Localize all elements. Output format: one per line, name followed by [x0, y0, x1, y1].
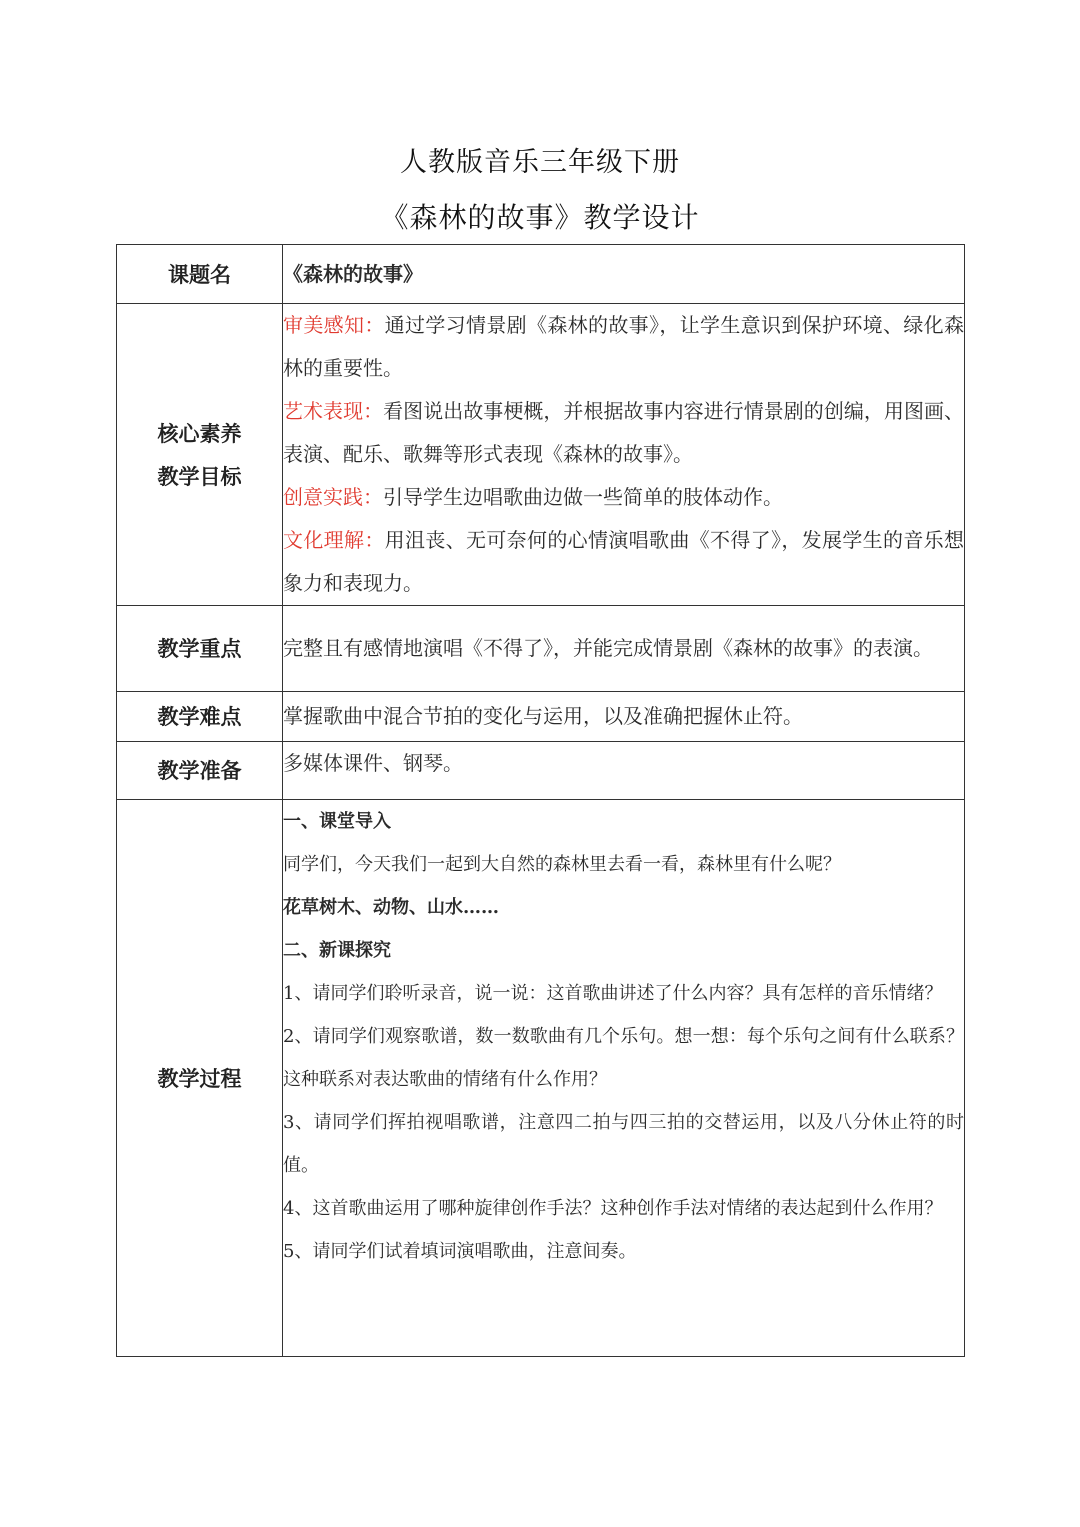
process-step: 2、请同学们观察歌谱，数一数歌曲有几个乐句。想一想：每个乐句之间有什么联系？这种联系对表达歌曲的情绪有什么作用？: [283, 1026, 964, 1090]
goal-key: 文化理解：: [283, 528, 385, 552]
process-step: 5、请同学们试着填词演唱歌曲，注意间奏。: [283, 1241, 637, 1262]
preparation-value: 多媒体课件、钢琴。: [283, 742, 965, 800]
process-step: 4、这首歌曲运用了哪种旋律创作手法？这种创作手法对情绪的表达起到什么作用？: [283, 1198, 943, 1219]
difficulties-value: 掌握歌曲中混合节拍的变化与运用，以及准确把握休止符。: [283, 692, 965, 742]
goal-item: [283, 390, 964, 476]
core-goals-label-line1: 核心素养: [157, 420, 242, 446]
document-subtitle: 《森林的故事》教学设计: [380, 201, 700, 234]
lesson-plan-table: [116, 244, 965, 1357]
process-step: 3、请同学们挥拍视唱歌谱，注意四二拍与四三拍的交替运用，以及八分休止符的时值。: [283, 1112, 964, 1176]
topic-label: 课题名: [117, 245, 283, 304]
document-title: 人教版音乐三年级下册: [400, 147, 680, 178]
table-row-process: [117, 800, 965, 1357]
process-label: 教学过程: [117, 800, 283, 1357]
goal-key: 艺术表现：: [283, 399, 384, 423]
table-row-difficulties: [117, 692, 965, 742]
goal-text: 引导学生边唱歌曲边做一些简单的肢体动作。: [383, 485, 783, 509]
core-goals-content: [283, 304, 965, 606]
section-title: 一、课堂导入: [283, 811, 391, 832]
section-text: 同学们，今天我们一起到大自然的森林里去看一看，森林里有什么呢？: [283, 854, 841, 875]
difficulties-label: 教学难点: [117, 692, 283, 742]
goal-item: [283, 519, 964, 605]
process-step: 1、请同学们聆听录音，说一说：这首歌曲讲述了什么内容？具有怎样的音乐情绪？: [283, 983, 943, 1004]
key-points-value: 完整且有感情地演唱《不得了》，并能完成情景剧《森林的故事》的表演。: [283, 606, 965, 692]
topic-value: 《森林的故事》: [283, 261, 423, 286]
table-row-core-goals: [117, 304, 965, 606]
goal-key: 审美感知：: [283, 313, 385, 337]
goal-item: [283, 304, 964, 390]
goal-text: 用沮丧、无可奈何的心情演唱歌曲《不得了》，发展学生的音乐想象力和表现力。: [283, 528, 965, 595]
core-goals-label-line2: 教学目标: [157, 463, 242, 489]
table-row-key-points: [117, 606, 965, 692]
core-goals-label-cell: [117, 304, 283, 606]
section-answer: 花草树木、动物、山水……: [283, 897, 499, 918]
key-points-label: 教学重点: [117, 606, 283, 692]
goal-key: 创意实践：: [283, 485, 383, 509]
goal-text: 看图说出故事梗概，并根据故事内容进行情景剧的创编，用图画、表演、配乐、歌舞等形式表现《森林的故事》。: [283, 399, 965, 466]
preparation-label: 教学准备: [117, 742, 283, 800]
goal-item: [283, 476, 964, 519]
goal-text: 通过学习情景剧《森林的故事》，让学生意识到保护环境、绿化森林的重要性。: [283, 313, 965, 380]
topic-value-cell: [283, 245, 965, 304]
section-title: 二、新课探究: [283, 940, 391, 961]
process-content: [283, 800, 965, 1357]
table-row-preparation: [117, 742, 965, 800]
table-row-topic: [117, 245, 965, 304]
